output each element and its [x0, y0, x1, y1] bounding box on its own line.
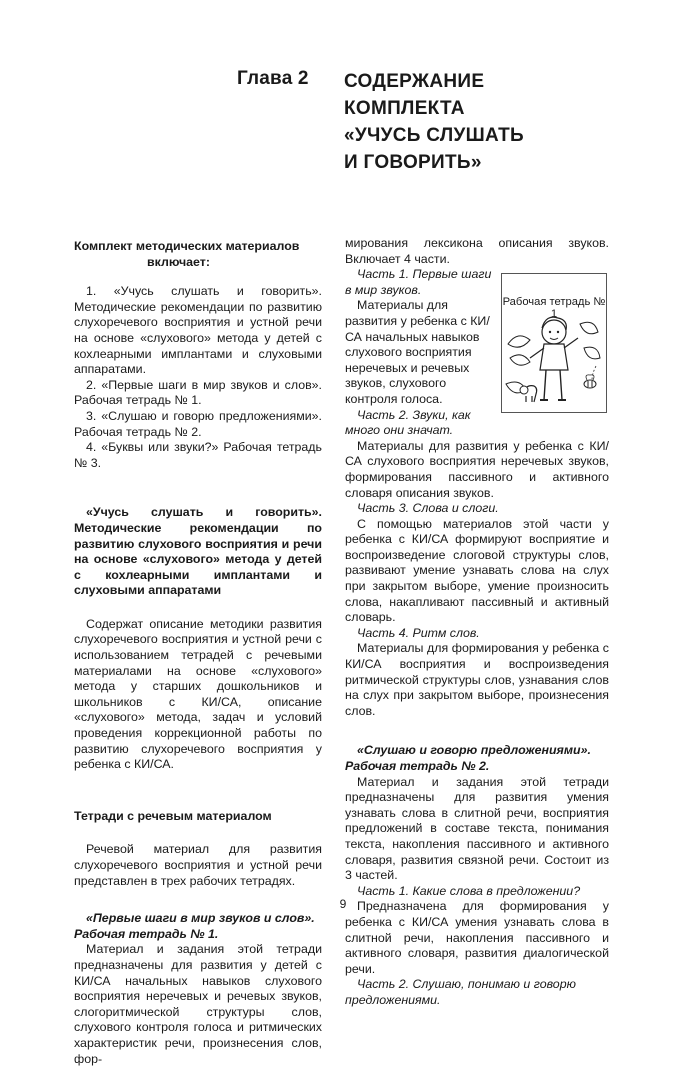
workbook-figure [501, 273, 607, 413]
kit-item: 2. «Первые шаги в мир звуков и слов». Рабочая тетрадь № 1. [74, 377, 322, 408]
method-text: Содержат описание методики развития слухоречевого восприятия и устной речи с использованием тетрадей с речевыми материалами на основе «слухового» метода у старших дошкольников и школьников с КИ/СА, описание «слухового» метода, задач и условий проведения коррекционной работы по развитию слухоречевого восприятия у ребенка с КИ/СА. [74, 616, 322, 772]
kit-item: 1. «Учусь слушать и говорить». Методические рекомендации по развитию слухоречевого восприятия и устной речи на основе «слухового» метода у детей с кохлеарными имплантами и слуховыми аппаратами. [74, 284, 322, 377]
workbook2-part1-title: Часть 1. Какие слова в предложении? [357, 883, 581, 898]
workbook1-heading: «Первые шаги в мир звуков и слов». Рабочая тетрадь № 1. [74, 911, 315, 941]
method-heading: «Учусь слушать и говорить». Методические рекомендации по развитию слухового восприятия и речи на основе «слухового» метода у детей с кохлеарными имплантами и слуховыми аппаратами [74, 505, 322, 598]
part4-title: Часть 4. Ритм слов. [357, 625, 480, 640]
figure-caption: Рабочая тетрадь № 1 [502, 296, 606, 320]
kit-item: 3. «Слушаю и говорю предложениями». Рабочая тетрадь № 2. [74, 408, 322, 439]
notebooks-text: Речевой материал для развития слухоречевого восприятия и устной речи представлен в трех рабочих тетрадях. [74, 842, 322, 888]
part2-title: Часть 2. Звуки, как много они значат. [345, 407, 471, 438]
chapter-title-line: КОМПЛЕКТА [344, 98, 465, 119]
part1-title: Часть 1. Первые шаги в мир звуков. [345, 267, 492, 297]
part2-text: Материалы для развития у ребенка с КИ/СА слухового восприятия неречевых звуков, формирования пассивного и активного словаря описания звуков. [345, 438, 609, 500]
kit-heading-line: Комплект методических материалов [74, 239, 300, 253]
wrap-block [345, 267, 501, 439]
page-number: 9 [339, 897, 347, 911]
kit-item: 4. «Буквы или звуки?» Рабочая тетрадь № 3. [74, 440, 322, 470]
workbook2-text: Материал и задания этой тетради предназначены для развития умения узнавать слова в слитной речи, восприятия предложений в составе текста, понимания текста, накопления пассивного и активного словаря, развития связной речи. Состоит из 3 частей. [345, 774, 609, 883]
workbook2-heading: «Слушаю и говорю предложениями». Рабочая тетрадь № 2. [345, 743, 591, 773]
left-column [74, 233, 322, 1067]
chapter-title [344, 68, 524, 176]
part4-text: Материалы для формирования у ребенка с КИ/СА восприятия и воспроизведения ритмической структуры слов, узнавания слов на слух при закрытом выборе, произнесения слов. [345, 641, 609, 718]
chapter-label: Глава 2 [237, 68, 309, 89]
chapter-title-line: «УЧУСЬ СЛУШАТЬ [344, 125, 524, 146]
part3-text: С помощью материалов этой части у ребенка с КИ/СА формируют восприятие и воспроизведение слоговой структуры слов, развивают умение узнавать слова на слух при закрытом выборе, умение произносить слова, накапливают пассивный и активный словарь. [345, 516, 609, 625]
kit-heading-line: включает: [147, 254, 210, 269]
workbook1-text: Материал и задания этой тетради предназначены для развития у детей с КИ/СА начальных навыков слухового восприятия неречевых и речевых звуков, слогоритмической структуры слов, слухового контроля голоса и ритмических характеристик речи, произнесения слов, фор- [74, 942, 322, 1066]
notebooks-heading: Тетради с речевым материалом [74, 808, 272, 823]
chapter-title-line: И ГОВОРИТЬ» [344, 152, 482, 173]
part3-title: Часть 3. Слова и слоги. [357, 501, 499, 516]
workbook1-text-continued: мирования лексикона описания звуков. Включает 4 части. [345, 236, 609, 266]
chapter-title-line: СОДЕРЖАНИЕ [344, 71, 485, 92]
workbook2-part2-title: Часть 2. Слушаю, понимаю и говорю предложениями. [345, 977, 576, 1007]
workbook2-part1-text: Предназначена для формирования у ребенка с КИ/СА умения узнавать слова в слитной речи, накопления пассивного и активного словаря, развития диалогической речи. [345, 899, 609, 976]
boy-with-dog-and-bee-illustration [502, 314, 606, 410]
part1-text: Материалы для развития у ребенка с КИ/СА начальных навыков слухового восприятия неречевых и речевых звуков, слухового контроля голоса. [345, 298, 490, 406]
kit-heading [74, 239, 322, 270]
